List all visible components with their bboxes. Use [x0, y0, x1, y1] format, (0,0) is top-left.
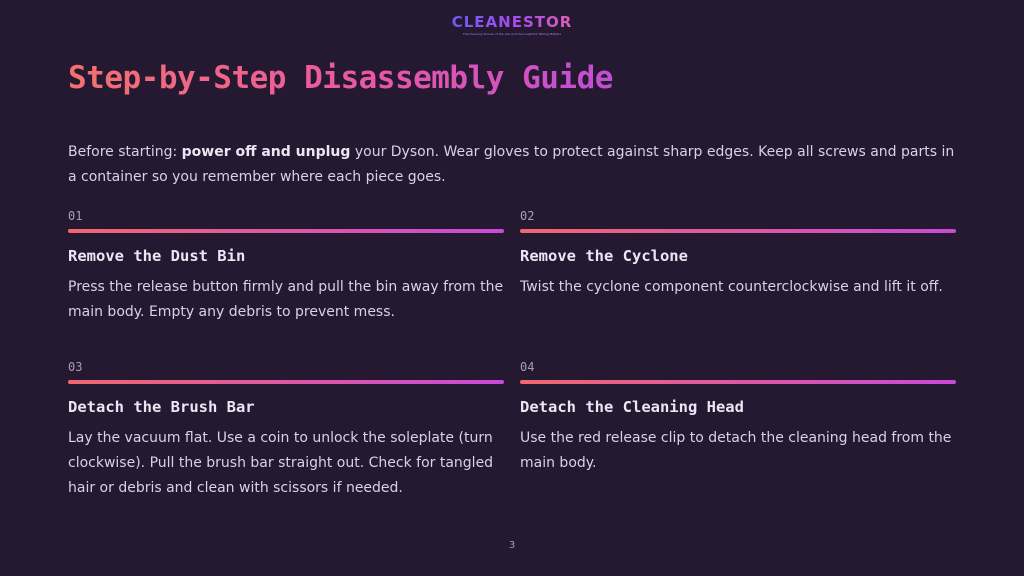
step-number: 03 [68, 360, 83, 374]
step-divider [520, 380, 956, 384]
step-title: Detach the Brush Bar [68, 398, 255, 416]
step-title: Detach the Cleaning Head [520, 398, 744, 416]
step-description: Use the red release clip to detach the cleaning head from the main body. [520, 430, 952, 471]
step-card-1 [68, 208, 504, 325]
step-divider [68, 229, 504, 233]
step-number: 01 [68, 209, 83, 223]
step-card-4 [520, 359, 956, 476]
step-description: Press the release button firmly and pull the bin away from the main body. Empty any debris to prevent mess. [68, 279, 504, 320]
slide-title: Step-by-Step Disassembly Guide [68, 60, 613, 96]
step-number: 04 [520, 360, 535, 374]
logo-text: CLEANESTOR [451, 13, 573, 31]
intro-text-end: your Dyson. Wear gloves to protect against sharp edges. Keep all screws and parts in a container so you remember where each piece goes. [68, 144, 955, 185]
page-number: 3 [508, 540, 516, 551]
step-card-2 [520, 208, 956, 300]
step-description: Lay the vacuum flat. Use a coin to unlock the soleplate (turn clockwise). Pull the brush bar straight out. Check for tangled hair or debris and clean with scissors if needed. [68, 430, 494, 496]
intro-text-start: Before starting: [68, 144, 182, 160]
logo-tagline: The Cleaning Stories of the Life and the Insightful Talking Matters [462, 32, 562, 36]
step-title: Remove the Cyclone [520, 247, 688, 265]
step-divider [68, 380, 504, 384]
step-number: 02 [520, 209, 535, 223]
intro-paragraph [68, 140, 958, 190]
step-title: Remove the Dust Bin [68, 247, 246, 265]
step-card-3 [68, 359, 504, 501]
brand-logo [0, 12, 1024, 36]
step-description: Twist the cyclone component counterclockwise and lift it off. [520, 279, 943, 295]
intro-bold-warning: power off and unplug [181, 144, 351, 160]
step-divider [520, 229, 956, 233]
